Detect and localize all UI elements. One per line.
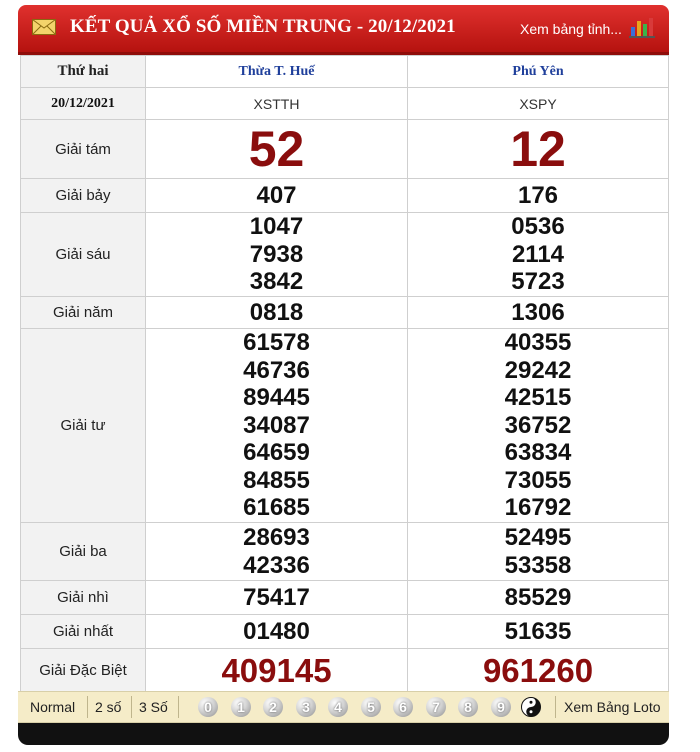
prize-number: 52495 (504, 524, 572, 551)
prize-number: 3842 (249, 268, 304, 296)
prize-number: 2114 (511, 240, 565, 268)
prize-cell (146, 297, 408, 329)
prize-number: 85529 (504, 583, 572, 611)
digit-filter-2[interactable]: 2 (263, 697, 283, 717)
province-code-1: XSTTH (146, 88, 408, 120)
prize-number: 46736 (243, 356, 310, 384)
prize-label: Giải nhất (21, 615, 146, 649)
prize-number: 12 (510, 121, 566, 177)
prize-number: 61578 (243, 329, 310, 357)
digit-filter-0[interactable]: 0 (198, 697, 218, 717)
prize-label: Giải tư (21, 329, 146, 523)
prize-cell (408, 581, 669, 615)
prize-row-ba (21, 523, 669, 581)
prize-cell (146, 523, 408, 581)
province-name-1[interactable]: Thừa T. Huế (146, 56, 408, 88)
table-header-row (21, 56, 669, 88)
prize-number: 42336 (243, 551, 310, 579)
prize-label: Giải ba (21, 523, 146, 581)
toolbar-divider (178, 696, 179, 718)
digit-filter-5[interactable]: 5 (361, 697, 381, 717)
jackpot-number: 409145 (221, 651, 332, 689)
prize-number: 0536 (511, 213, 565, 241)
prize-cell (408, 120, 669, 179)
digit-filter-7[interactable]: 7 (426, 697, 446, 717)
prize-number: 53358 (504, 551, 572, 579)
prize-number: 28693 (243, 524, 310, 551)
prize-number: 407 (256, 181, 297, 209)
bar-chart-icon[interactable] (629, 16, 655, 38)
prize-number: 89445 (243, 384, 310, 412)
envelope-icon (32, 19, 56, 35)
prize-row-bay (21, 179, 669, 213)
prize-cell (146, 649, 408, 693)
results-table (20, 55, 669, 693)
prize-number: 73055 (504, 466, 572, 494)
results-header (18, 5, 669, 55)
prize-cell (408, 523, 669, 581)
toolbar-divider (87, 696, 88, 718)
prize-cell (146, 329, 408, 523)
panel-bottom-bar (18, 723, 669, 745)
digit-filter-9[interactable]: 9 (491, 697, 511, 717)
digit-filter-3[interactable]: 3 (296, 697, 316, 717)
prize-number: 5723 (511, 268, 565, 296)
mode-normal-button[interactable]: Normal (30, 699, 76, 715)
prize-cell (408, 649, 669, 693)
prize-row-nhi (21, 581, 669, 615)
prize-row-nhat (21, 615, 669, 649)
prize-number: 42515 (504, 384, 572, 412)
prize-cell (146, 179, 408, 213)
prize-number: 36752 (504, 411, 572, 439)
mode-3-digit-button[interactable]: 3 Số (139, 699, 168, 715)
prize-number: 84855 (243, 466, 310, 494)
prize-label: Giải Đặc Biệt (21, 649, 146, 693)
prize-cell (408, 329, 669, 523)
prize-number: 40355 (504, 329, 572, 357)
prize-number: 63834 (504, 439, 572, 467)
toolbar-divider (555, 696, 556, 718)
jackpot-number: 961260 (482, 651, 594, 689)
prize-number: 1306 (511, 298, 565, 326)
prize-row-sau (21, 213, 669, 297)
yin-yang-icon[interactable] (521, 697, 541, 717)
prize-label: Giải sáu (21, 213, 146, 297)
prize-number: 01480 (243, 617, 310, 645)
province-name-2[interactable]: Phú Yên (408, 56, 669, 88)
prize-label: Giải nhì (21, 581, 146, 615)
table-code-row (21, 88, 669, 120)
draw-date: 20/12/2021 (21, 88, 146, 120)
prize-number: 176 (517, 181, 559, 209)
prize-row-tam (21, 120, 669, 179)
prize-cell (408, 297, 669, 329)
mode-2-digit-button[interactable]: 2 số (95, 699, 122, 715)
prize-number: 52 (248, 121, 305, 177)
prize-number: 7938 (249, 240, 304, 268)
view-loto-table-link[interactable]: Xem Bảng Loto (564, 699, 661, 715)
prize-number: 1047 (249, 213, 304, 241)
digit-filter-4[interactable]: 4 (328, 697, 348, 717)
prize-number: 34087 (243, 411, 310, 439)
prize-number: 61685 (243, 494, 310, 522)
results-title: KẾT QUẢ XỔ SỐ MIỀN TRUNG - 20/12/2021 (70, 16, 456, 37)
prize-number: 75417 (243, 583, 310, 611)
prize-number: 51635 (504, 617, 572, 645)
prize-number: 29242 (504, 356, 572, 384)
prize-label: Giải tám (21, 120, 146, 179)
toolbar-divider (131, 696, 132, 718)
digit-filter-1[interactable]: 1 (231, 697, 251, 717)
prize-number: 64659 (243, 439, 310, 467)
prize-row-dac-biet (21, 649, 669, 693)
prize-row-tu (21, 329, 669, 523)
view-province-table-link[interactable]: Xem bảng tỉnh... (520, 21, 622, 37)
prize-number: 16792 (504, 494, 572, 522)
prize-label: Giải năm (21, 297, 146, 329)
digit-filter-6[interactable]: 6 (393, 697, 413, 717)
prize-row-nam (21, 297, 669, 329)
digit-filter-8[interactable]: 8 (458, 697, 478, 717)
results-panel (18, 5, 669, 745)
display-mode-toolbar (18, 691, 669, 723)
prize-cell (146, 615, 408, 649)
province-code-2: XSPY (408, 88, 669, 120)
prize-number: 0818 (249, 298, 304, 326)
prize-cell (146, 213, 408, 297)
prize-cell (146, 581, 408, 615)
weekday-label: Thứ hai (21, 56, 146, 88)
prize-cell (408, 213, 669, 297)
prize-cell (146, 120, 408, 179)
prize-cell (408, 615, 669, 649)
prize-cell (408, 179, 669, 213)
prize-label: Giải bảy (21, 179, 146, 213)
